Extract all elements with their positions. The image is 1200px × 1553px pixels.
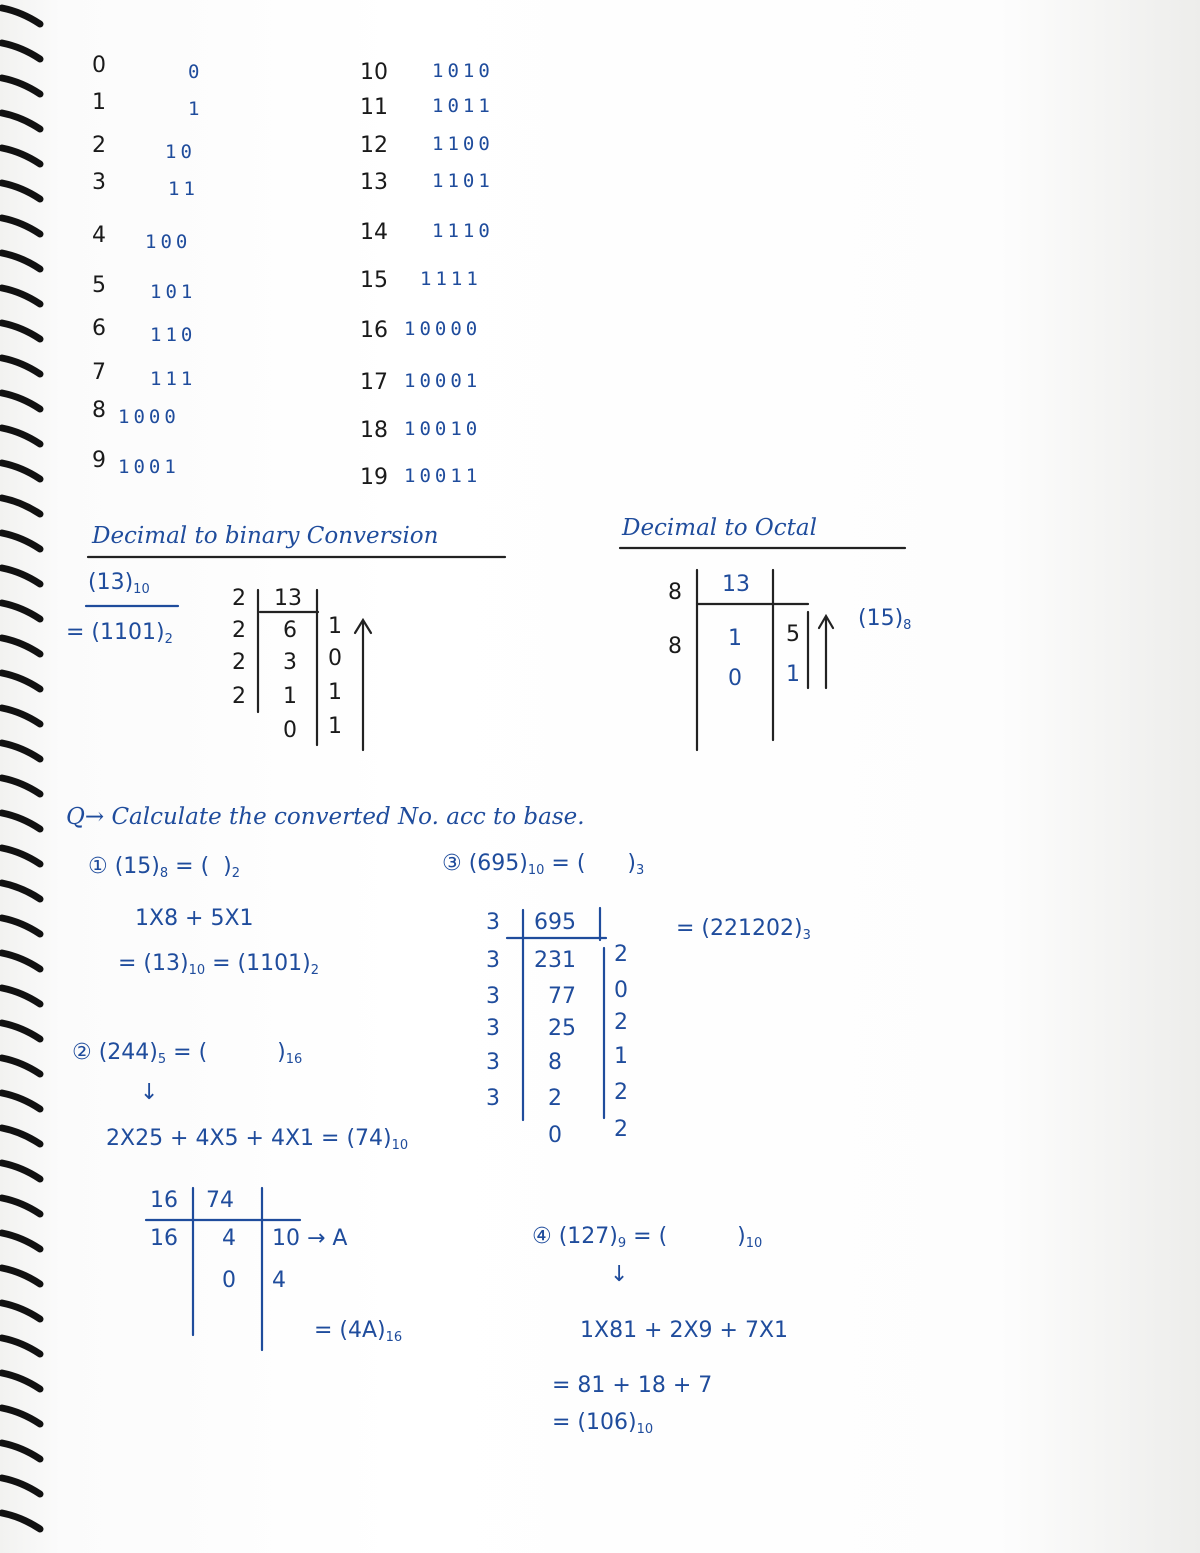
- quotient: 77: [548, 984, 576, 1009]
- divisor: 3: [486, 948, 500, 973]
- table-row-bin: 111: [150, 368, 197, 390]
- table-row-bin: 10001: [404, 370, 482, 392]
- table-row-bin: 1111: [420, 268, 482, 290]
- q1-step1: 1X8 + 5X1: [135, 906, 254, 931]
- quotient: 0: [222, 1268, 236, 1293]
- remainder: 2: [614, 1117, 628, 1142]
- divisor: 3: [486, 984, 500, 1009]
- table-row-dec: 15: [360, 268, 388, 293]
- table-row-dec: 9: [92, 448, 106, 473]
- q2-result: = $(4A)_{16}$: [314, 1318, 403, 1345]
- table-row-dec: 17: [360, 370, 388, 395]
- remainder: 2: [614, 1010, 628, 1035]
- remainder: 1: [614, 1044, 628, 1069]
- dec-to-bin-result: = $(1101)_2$: [66, 620, 173, 647]
- dec-to-oct-heading: Decimal to Octal: [622, 515, 817, 541]
- table-row-bin: 10011: [404, 465, 482, 487]
- quotient: 695: [534, 910, 576, 935]
- remainder: 1: [328, 680, 342, 705]
- table-row-bin: 110: [150, 324, 197, 346]
- divisor: 8: [668, 580, 682, 605]
- q4-step2: = 81 + 18 + 7: [552, 1373, 713, 1398]
- q4-step1: 1X81 + 2X9 + 7X1: [580, 1318, 789, 1343]
- dec-to-oct-result: $(15)_8$: [858, 606, 912, 633]
- table-row-bin: 1110: [432, 220, 494, 242]
- table-row-bin: 10000: [404, 318, 482, 340]
- table-row-dec: 16: [360, 318, 388, 343]
- quotient: 1: [283, 684, 297, 709]
- divisor: 2: [232, 650, 246, 675]
- table-row-dec: 6: [92, 316, 106, 341]
- table-row-bin: 1011: [432, 95, 494, 117]
- divisor: 2: [232, 618, 246, 643]
- quotient: 25: [548, 1016, 576, 1041]
- table-row-dec: 18: [360, 418, 388, 443]
- table-row-bin: 100: [145, 231, 192, 253]
- remainder: 2: [614, 942, 628, 967]
- table-row-bin: 0: [188, 61, 204, 83]
- dec-to-bin-heading: Decimal to binary Conversion: [92, 523, 439, 549]
- table-row-bin: 10010: [404, 418, 482, 440]
- q2-step1: $2X25 + 4X5 + 4X1 = (74)_{10}$: [106, 1126, 409, 1153]
- table-row-dec: 10: [360, 60, 388, 85]
- remainder: 5: [786, 622, 800, 647]
- table-row-dec: 12: [360, 133, 388, 158]
- quotient: 8: [548, 1050, 562, 1075]
- table-row-dec: 0: [92, 53, 106, 78]
- divisor: 8: [668, 634, 682, 659]
- divisor: 16: [150, 1188, 178, 1213]
- table-row-dec: 2: [92, 133, 106, 158]
- table-row-dec: 5: [92, 273, 106, 298]
- table-row-dec: 3: [92, 170, 106, 195]
- divisor: 16: [150, 1226, 178, 1251]
- q2-down-arrow: ↓: [140, 1080, 159, 1105]
- remainder: 1: [328, 714, 342, 739]
- remainder: 2: [614, 1080, 628, 1105]
- table-row-bin: 1100: [432, 133, 494, 155]
- table-row-dec: 19: [360, 465, 388, 490]
- table-row-bin: 1101: [432, 170, 494, 192]
- remainder: 1: [328, 614, 342, 639]
- remainder: 1: [786, 662, 800, 687]
- table-row-dec: 1: [92, 90, 106, 115]
- q3-statement: ③ $(695)_{10}$ = ( )$_3$: [442, 851, 645, 878]
- q1-statement: ① $(15)_8$ = ( )$_2$: [88, 854, 241, 881]
- remainder: 10 → A: [272, 1226, 348, 1251]
- divisor: 3: [486, 1086, 500, 1111]
- table-row-bin: 1: [188, 98, 204, 120]
- remainder: 0: [328, 646, 342, 671]
- quotient: 2: [548, 1086, 562, 1111]
- divisor: 2: [232, 586, 246, 611]
- divisor: 2: [232, 684, 246, 709]
- q3-result: = $(221202)_3$: [676, 916, 811, 943]
- q4-down-arrow: ↓: [610, 1262, 629, 1287]
- table-row-bin: 11: [168, 178, 199, 200]
- quotient: 13: [722, 572, 750, 597]
- table-row-dec: 13: [360, 170, 388, 195]
- q2-statement: ② $(244)_5$ = ( )$_{16}$: [72, 1040, 303, 1067]
- question-prompt: Q→ Calculate the converted No. acc to base.: [66, 804, 585, 830]
- quotient: 231: [534, 948, 576, 973]
- table-row-bin: 101: [150, 281, 197, 303]
- q4-step3: = $(106)_{10}$: [552, 1410, 654, 1437]
- dec-to-bin-given: $(13)_{10}$: [88, 570, 150, 597]
- quotient: 3: [283, 650, 297, 675]
- remainder: 0: [614, 978, 628, 1003]
- remainder: 4: [272, 1268, 286, 1293]
- quotient: 0: [728, 666, 742, 691]
- table-row-dec: 11: [360, 95, 388, 120]
- divisor: 3: [486, 1050, 500, 1075]
- table-row-dec: 4: [92, 223, 106, 248]
- divisor: 3: [486, 910, 500, 935]
- table-row-bin: 10: [165, 141, 196, 163]
- table-row-bin: 1010: [432, 60, 494, 82]
- divisor: 3: [486, 1016, 500, 1041]
- q4-statement: ④ $(127)_9$ = ( )$_{10}$: [532, 1224, 763, 1251]
- quotient: 0: [283, 718, 297, 743]
- q1-step2: = $(13)_{10} = (1101)_2$: [118, 951, 319, 978]
- quotient: 0: [548, 1123, 562, 1148]
- quotient: 1: [728, 626, 742, 651]
- table-row-dec: 8: [92, 398, 106, 423]
- table-row-dec: 14: [360, 220, 388, 245]
- quotient: 4: [222, 1226, 236, 1251]
- table-row-bin: 1000: [118, 406, 180, 428]
- quotient: 6: [283, 618, 297, 643]
- table-row-bin: 1001: [118, 456, 180, 478]
- quotient: 13: [274, 586, 302, 611]
- table-row-dec: 7: [92, 360, 106, 385]
- quotient: 74: [206, 1188, 234, 1213]
